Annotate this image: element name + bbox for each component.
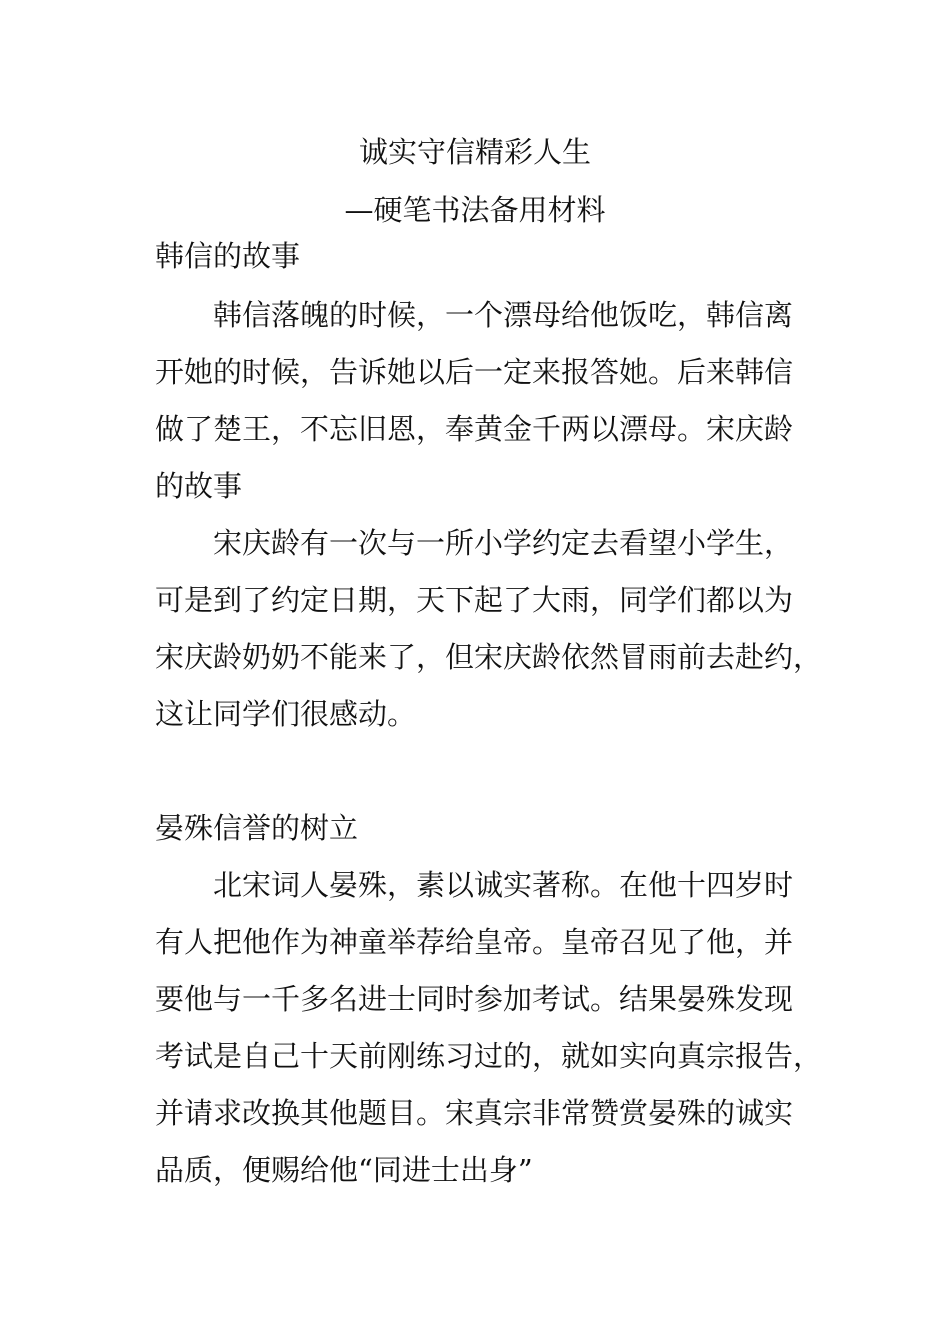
paragraph-line: 做了楚王，不忘旧恩，奉黄金千两以漂母。宋庆龄 [155,412,794,446]
section-heading-han-xin: 韩信的故事 [155,239,301,273]
section-heading-yan-shu: 晏殊信誉的树立 [155,811,359,845]
paragraph-line: 要他与一千多名进士同时参加考试。结果晏殊发现 [155,982,794,1016]
paragraph-line: 考试是自己十天前刚练习过的，就如实向真宗报告， [155,1039,823,1073]
paragraph-line: 有人把他作为神童举荐给皇帝。皇帝召见了他，并 [155,925,794,959]
paragraph-line: 宋庆龄奶奶不能来了，但宋庆龄依然冒雨前去赴约， [155,640,823,674]
document-title: 诚实守信精彩人生 [358,135,591,169]
paragraph-line: 开她的时候，告诉她以后一定来报答她。后来韩信 [155,355,794,389]
paragraph-line: 可是到了约定日期，天下起了大雨，同学们都以为 [155,583,794,617]
paragraph-line: 北宋词人晏殊，素以诚实著称。在他十四岁时 [213,868,794,902]
paragraph-line: 品质，便赐给他“同进士出身” [155,1153,533,1187]
paragraph-line: 的故事 [155,469,243,503]
document-subtitle: —硬笔书法备用材料 [344,193,606,227]
paragraph-line: 韩信落魄的时候，一个漂母给他饭吃，韩信离 [213,298,794,332]
paragraph-line: 这让同学们很感动。 [155,697,417,731]
paragraph-line: 并请求改换其他题目。宋真宗非常赞赏晏殊的诚实 [155,1096,794,1130]
paragraph-line: 宋庆龄有一次与一所小学约定去看望小学生， [213,526,794,560]
